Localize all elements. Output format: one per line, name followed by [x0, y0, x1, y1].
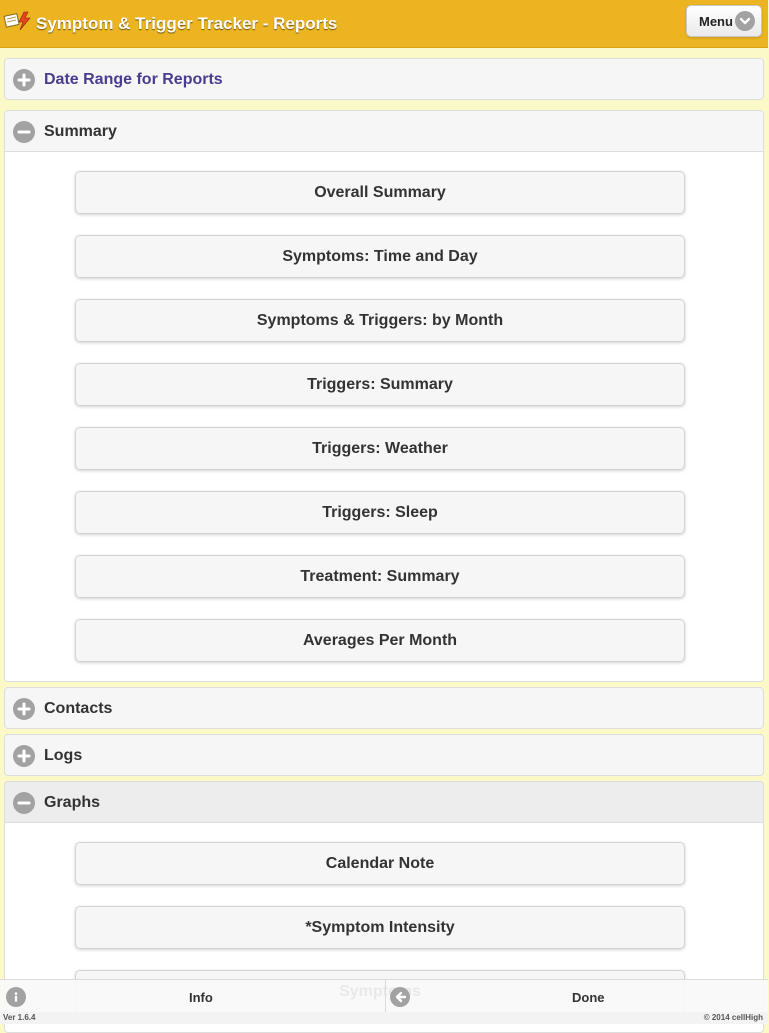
info-button[interactable] — [0, 980, 384, 1013]
treatment-summary-button[interactable]: Treatment: Summary — [75, 555, 685, 598]
menu-button-label: Menu — [699, 14, 733, 29]
triggers-summary-button[interactable]: Triggers: Summary — [75, 363, 685, 406]
summary-body — [4, 152, 764, 682]
symptoms-triggers-month-button[interactable]: Symptoms & Triggers: by Month — [75, 299, 685, 342]
averages-per-month-button[interactable]: Averages Per Month — [75, 619, 685, 662]
status-bar — [0, 1012, 768, 1024]
menu-button[interactable] — [686, 5, 762, 37]
logs-label: Logs — [44, 747, 83, 764]
done-button[interactable] — [385, 980, 769, 1013]
date-range-section — [4, 58, 764, 100]
app-header — [0, 0, 768, 48]
contacts-header[interactable] — [4, 687, 764, 729]
date-range-header[interactable] — [4, 58, 764, 100]
calendar-note-button[interactable]: Calendar Note — [75, 842, 685, 885]
chevron-down-icon — [735, 11, 755, 31]
plus-icon — [13, 698, 35, 720]
contacts-section — [4, 687, 764, 729]
version-label: Ver 1.6.4 — [3, 1013, 36, 1022]
copyright-label: © 2014 cellHigh — [703, 1013, 763, 1022]
plus-icon — [13, 69, 35, 91]
info-icon — [6, 987, 26, 1007]
graphs-header[interactable] — [4, 781, 764, 823]
minus-icon — [13, 792, 35, 814]
summary-label: Summary — [44, 123, 117, 140]
summary-section — [4, 110, 764, 682]
triggers-weather-button[interactable]: Triggers: Weather — [75, 427, 685, 470]
back-arrow-icon — [390, 987, 410, 1007]
info-label: Info — [189, 990, 213, 1005]
contacts-label: Contacts — [44, 700, 113, 717]
done-label: Done — [572, 990, 605, 1005]
reports-content — [0, 48, 768, 978]
footer-toolbar — [0, 979, 768, 1013]
page-title: Symptom & Trigger Tracker - Reports — [36, 14, 338, 33]
logs-header[interactable] — [4, 734, 764, 776]
symptoms-time-day-button[interactable]: Symptoms: Time and Day — [75, 235, 685, 278]
app-logo-icon — [4, 10, 34, 32]
logs-section — [4, 734, 764, 776]
minus-icon — [13, 121, 35, 143]
triggers-sleep-button[interactable]: Triggers: Sleep — [75, 491, 685, 534]
plus-icon — [13, 745, 35, 767]
date-range-label: Date Range for Reports — [44, 71, 223, 88]
symptom-intensity-button[interactable]: *Symptom Intensity — [75, 906, 685, 949]
summary-header[interactable] — [4, 110, 764, 152]
overall-summary-button[interactable]: Overall Summary — [75, 171, 685, 214]
graphs-label: Graphs — [44, 794, 101, 811]
